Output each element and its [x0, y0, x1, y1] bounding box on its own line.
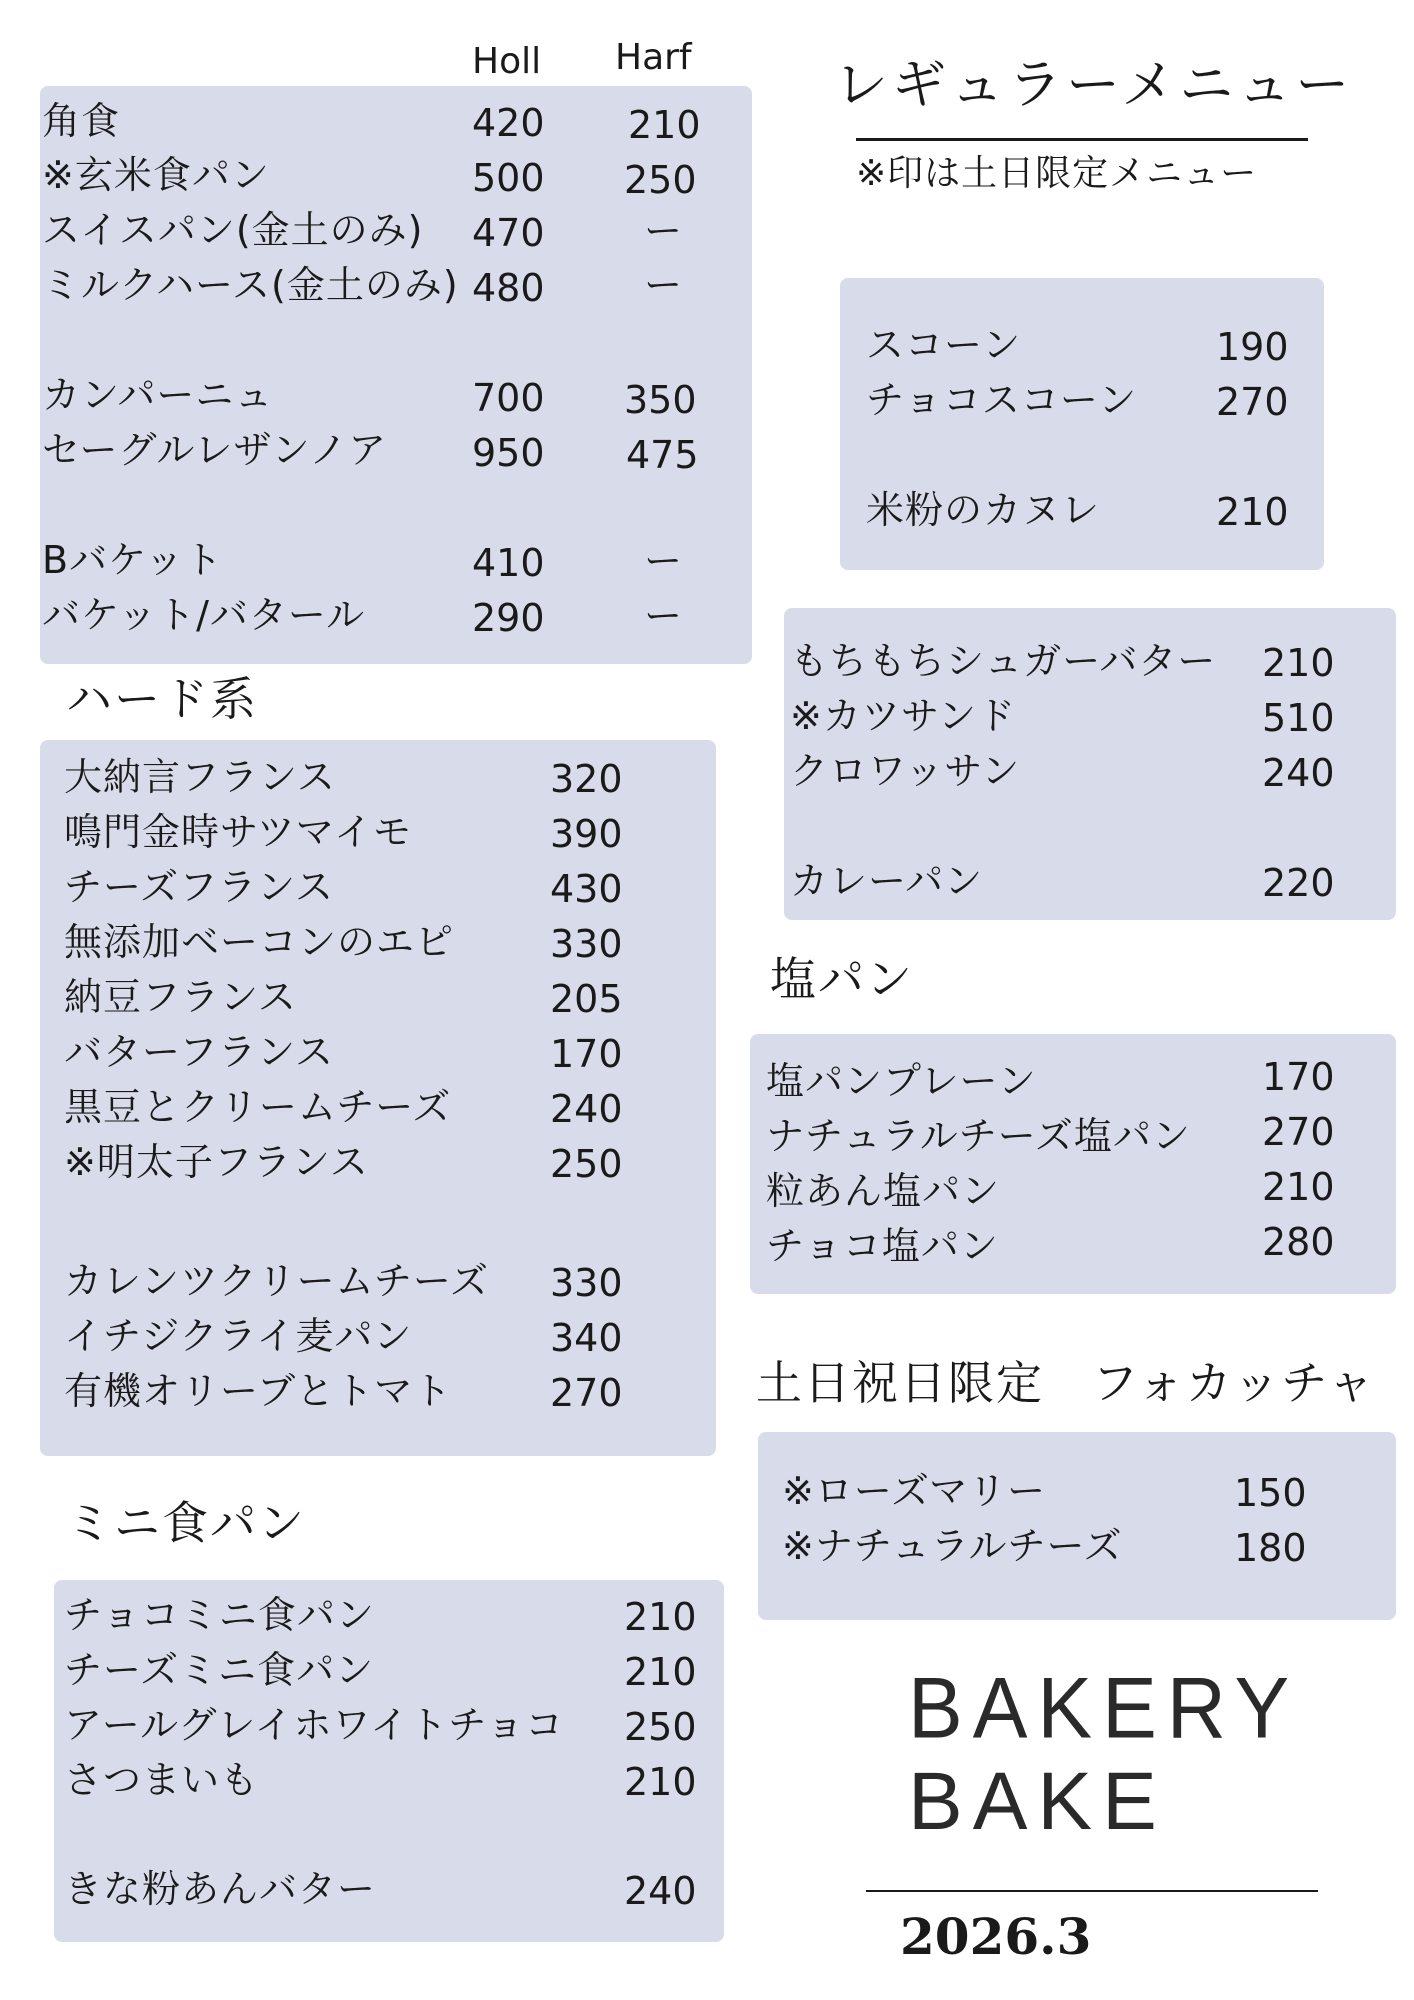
list-item-name: ※明太子フランス — [64, 1140, 369, 1184]
list-item-price: 205 — [550, 977, 623, 1021]
mini-heading: ミニ食パン — [66, 1496, 306, 1550]
list-item-price: 270 — [1262, 1110, 1335, 1154]
menu-date: 2026.3 — [900, 1907, 1092, 1966]
list-item-name: 有機オリーブとトマト — [64, 1369, 453, 1413]
list-item-name: スコーン — [866, 323, 1022, 367]
list-item-price-half: ー — [644, 539, 683, 583]
list-item-name: カレンツクリームチーズ — [64, 1259, 490, 1303]
list-item-name: ※ナチュラルチーズ — [782, 1524, 1123, 1568]
list-item-name: もちもちシュガーバター — [790, 639, 1217, 683]
list-item-price: 180 — [1234, 1526, 1307, 1570]
list-item-price-whole: 410 — [472, 541, 545, 585]
list-item-price: 210 — [624, 1595, 697, 1639]
list-item-price-half: ー — [644, 594, 683, 638]
list-item-name: イチジクライ麦パン — [64, 1314, 413, 1358]
list-item-price: 170 — [550, 1032, 623, 1076]
list-item-price: 340 — [550, 1316, 623, 1360]
list-item-price: 240 — [624, 1869, 697, 1913]
list-item-price: 510 — [1262, 696, 1335, 740]
logo-line-2: BAKE — [908, 1756, 1167, 1847]
list-item-price-whole: 500 — [472, 156, 545, 200]
list-item-name: チョコスコーン — [866, 378, 1138, 422]
page-title: レギュラーメニュー — [834, 53, 1354, 116]
list-item-price-half: 250 — [624, 158, 697, 202]
list-item-price: 390 — [550, 812, 623, 856]
list-item-price-half: ー — [644, 263, 683, 307]
list-item-name: クロワッサン — [790, 749, 1021, 793]
list-item-price: 240 — [1262, 751, 1335, 795]
list-item-name: バターフランス — [64, 1030, 334, 1074]
list-item-name: 塩パンプレーン — [766, 1059, 1037, 1103]
list-item-price-whole: 290 — [472, 596, 545, 640]
list-item-price-whole: 950 — [472, 431, 545, 475]
list-item-name: カンパーニュ — [42, 373, 274, 417]
list-item-name: ※ローズマリー — [782, 1469, 1047, 1513]
list-item-price-whole: 420 — [472, 101, 545, 145]
list-item-price: 210 — [1216, 490, 1289, 534]
list-item-name: スイスパン(金土のみ) — [42, 208, 424, 252]
list-item-price: 210 — [624, 1650, 697, 1694]
list-item-price: 220 — [1262, 861, 1335, 905]
list-item-price: 250 — [550, 1142, 623, 1186]
page-subtitle: ※印は土日限定メニュー — [856, 153, 1258, 194]
list-item-name: 納豆フランス — [64, 975, 297, 1019]
shio-heading: 塩パン — [770, 952, 914, 1006]
list-item-name: さつまいも — [64, 1758, 260, 1802]
list-item-name: チョコ塩パン — [766, 1224, 999, 1268]
list-item-price: 330 — [550, 1261, 623, 1305]
list-item-name: 米粉のカヌレ — [866, 488, 1101, 532]
list-item-price: 330 — [550, 922, 623, 966]
list-item-name: Bバケット — [42, 538, 224, 582]
list-item-price-half: 475 — [626, 433, 699, 477]
list-item-price-half: 350 — [624, 378, 697, 422]
bakery-logo — [908, 1660, 1300, 1850]
list-item-name: バケット/バタール — [42, 593, 366, 637]
list-item-name: 角食 — [42, 99, 121, 143]
list-item-name: チョコミニ食パン — [64, 1593, 375, 1637]
list-item-price: 430 — [550, 867, 623, 911]
list-item-name: ※玄米食パン — [42, 153, 270, 197]
list-item-price-whole: 700 — [472, 376, 545, 420]
list-item-name: 粒あん塩パン — [766, 1169, 1001, 1213]
list-item-price-whole: 480 — [472, 266, 545, 310]
list-item-price: 320 — [550, 757, 623, 801]
list-item-price: 210 — [1262, 641, 1335, 685]
list-item-price: 270 — [1216, 380, 1289, 424]
list-item-name: アールグレイホワイトチョコ — [64, 1703, 565, 1747]
list-item-price: 250 — [624, 1705, 697, 1749]
list-item-price-half: ー — [644, 209, 683, 253]
list-item-price: 210 — [1262, 1165, 1335, 1209]
list-item-name: 鳴門金時サツマイモ — [64, 810, 412, 854]
list-item-name: チーズフランス — [64, 865, 334, 909]
list-item-name: 大納言フランス — [64, 755, 336, 799]
column-header-whole: Holl — [472, 41, 542, 82]
list-item-price-whole: 470 — [472, 211, 545, 255]
list-item-name: セーグルレザンノア — [42, 428, 388, 472]
list-item-name: 黒豆とクリームチーズ — [64, 1085, 452, 1129]
list-item-price: 210 — [624, 1760, 697, 1804]
list-item-price-half: 210 — [628, 103, 701, 147]
footer-rule — [866, 1890, 1318, 1892]
list-item-name: チーズミニ食パン — [64, 1648, 375, 1692]
list-item-name: カレーパン — [790, 859, 984, 903]
list-item-name: ※カツサンド — [790, 694, 1016, 738]
list-item-name: きな粉あんバター — [64, 1867, 377, 1911]
focaccia-heading: 土日祝日限定 フォカッチャ — [756, 1356, 1376, 1410]
list-item-price: 270 — [550, 1371, 623, 1415]
list-item-price: 170 — [1262, 1055, 1335, 1099]
list-item-price: 150 — [1234, 1471, 1307, 1515]
list-item-name: ミルクハース(金土のみ) — [42, 263, 459, 307]
hard-heading: ハード系 — [66, 672, 258, 726]
list-item-price: 240 — [550, 1087, 623, 1131]
list-item-price: 190 — [1216, 325, 1289, 369]
list-item-name: ナチュラルチーズ塩パン — [766, 1114, 1191, 1158]
list-item-name: 無添加ベーコンのエピ — [64, 920, 455, 964]
column-header-half: Harf — [615, 37, 692, 78]
list-item-price: 280 — [1262, 1220, 1335, 1264]
logo-line-1: BAKERY — [908, 1660, 1300, 1757]
title-underline — [856, 138, 1308, 141]
